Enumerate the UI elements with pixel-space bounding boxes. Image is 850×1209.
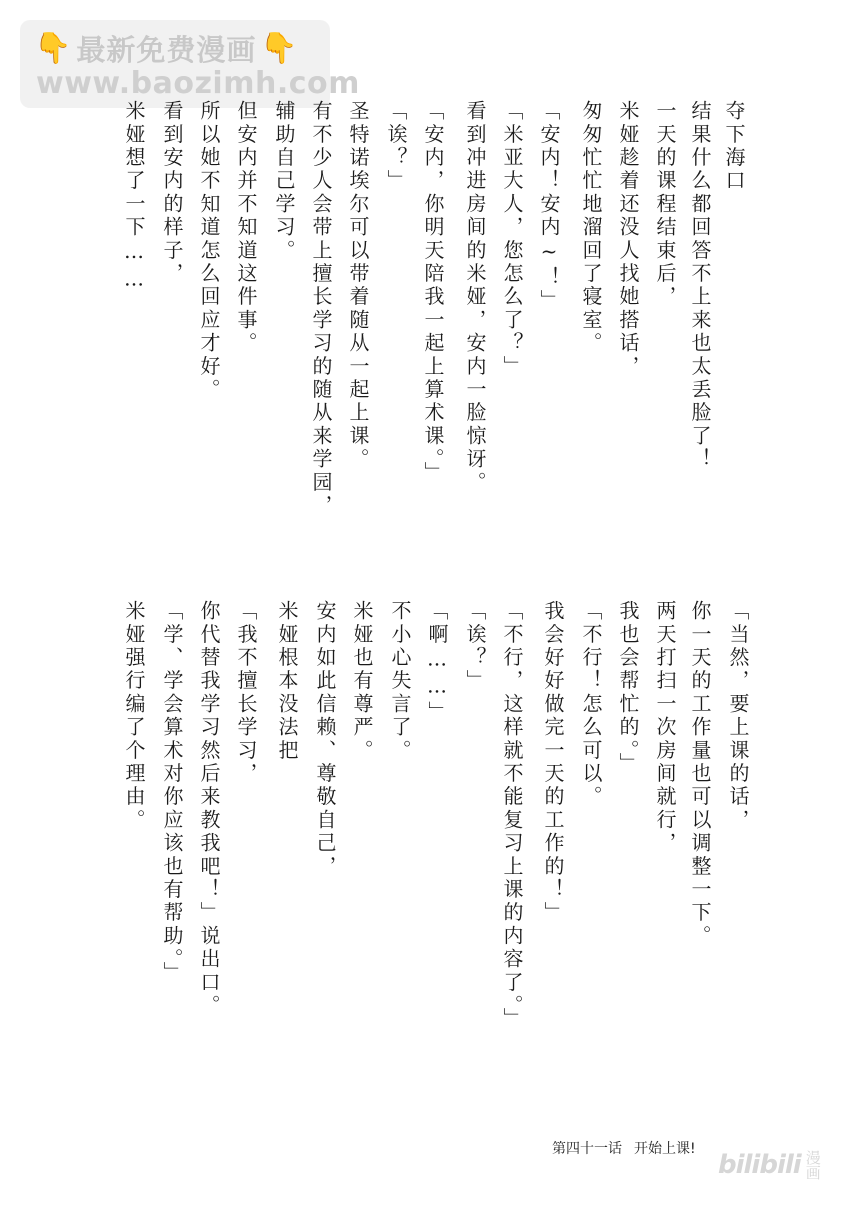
watermark-title (34, 28, 299, 69)
text-column-5: 匆匆忙忙地溜回了寝室。 (579, 100, 603, 356)
text-column-14: 但安内并不知道这件事。 (234, 100, 258, 356)
text-column-26: 「啊……」 (425, 600, 449, 724)
watermark-banner (20, 20, 360, 108)
chapter-number: 第四十一话 (552, 1141, 622, 1157)
text-column-8: 看到冲进房间的米娅，安内一脸惊讶。 (463, 100, 487, 495)
text-column-21: 我也会帮忙的。」 (616, 600, 640, 776)
pointing-down-hand-icon: 👇 (34, 31, 73, 66)
text-column-1: 夺下海口 (722, 100, 746, 193)
text-column-13: 辅助自己学习。 (272, 100, 296, 263)
text-column-2: 结果什么都回答不上来也太丢脸了！ (688, 100, 712, 472)
text-column-18: 「当然，要上课的话， (726, 600, 750, 832)
text-column-33: 「学、学会算术对你应该也有帮助。」 (160, 600, 184, 985)
text-column-10: 「诶？」 (384, 100, 408, 193)
text-column-4: 米娅趁着还没人找她搭话， (616, 100, 640, 379)
chapter-title: 开始上课! (634, 1141, 696, 1157)
brand-logo-sub: 漫画 (803, 1150, 822, 1180)
text-column-23: 我会好好做完一天的工作的！」 (541, 600, 565, 925)
pointing-down-hand-icon: 👇 (260, 31, 299, 66)
bilibili-manga-logo (718, 1150, 820, 1180)
text-column-25: 「诶？」 (463, 600, 487, 693)
watermark-title-text: 最新免费漫画 (76, 33, 257, 67)
text-column-12: 有不少人会带上擅长学习的随从来学园， (309, 100, 333, 518)
watermark-url: www.baozimh.com (36, 66, 360, 101)
text-column-22: 「不行！怎么可以。 (579, 600, 603, 809)
text-column-17: 米娅想了一下…… (122, 100, 146, 294)
text-column-32: 你代替我学习然后来教我吧！」说出口。 (197, 600, 221, 1018)
text-column-7: 「米亚大人，您怎么了？」 (500, 100, 524, 379)
text-column-20: 两天打扫一次房间就行， (653, 600, 677, 856)
text-column-29: 安内如此信赖、尊敬自己， (313, 600, 337, 879)
text-column-34: 米娅强行编了个理由。 (122, 600, 146, 832)
text-column-16: 看到安内的样子， (160, 100, 184, 286)
text-column-11: 圣特诺埃尔可以带着随从一起上课。 (346, 100, 370, 472)
text-column-19: 你一天的工作量也可以调整一下。 (688, 600, 712, 948)
chapter-footer (552, 1138, 696, 1158)
text-column-9: 「安内，你明天陪我一起上算术课。」 (421, 100, 445, 485)
text-column-15: 所以她不知道怎么回应才好。 (197, 100, 221, 402)
text-column-6: 「安内！安内~！」 (537, 100, 561, 313)
text-column-31: 「我不擅长学习， (234, 600, 258, 786)
brand-logo-text: bilibili (718, 1150, 801, 1180)
text-column-24: 「不行，这样就不能复习上课的内容了。」 (500, 600, 524, 1031)
text-column-28: 米娅也有尊严。 (350, 600, 374, 763)
text-column-27: 不小心失言了。 (388, 600, 412, 763)
text-column-3: 一天的课程结束后， (653, 100, 677, 309)
text-column-30: 米娅根本没法把 (275, 600, 299, 763)
